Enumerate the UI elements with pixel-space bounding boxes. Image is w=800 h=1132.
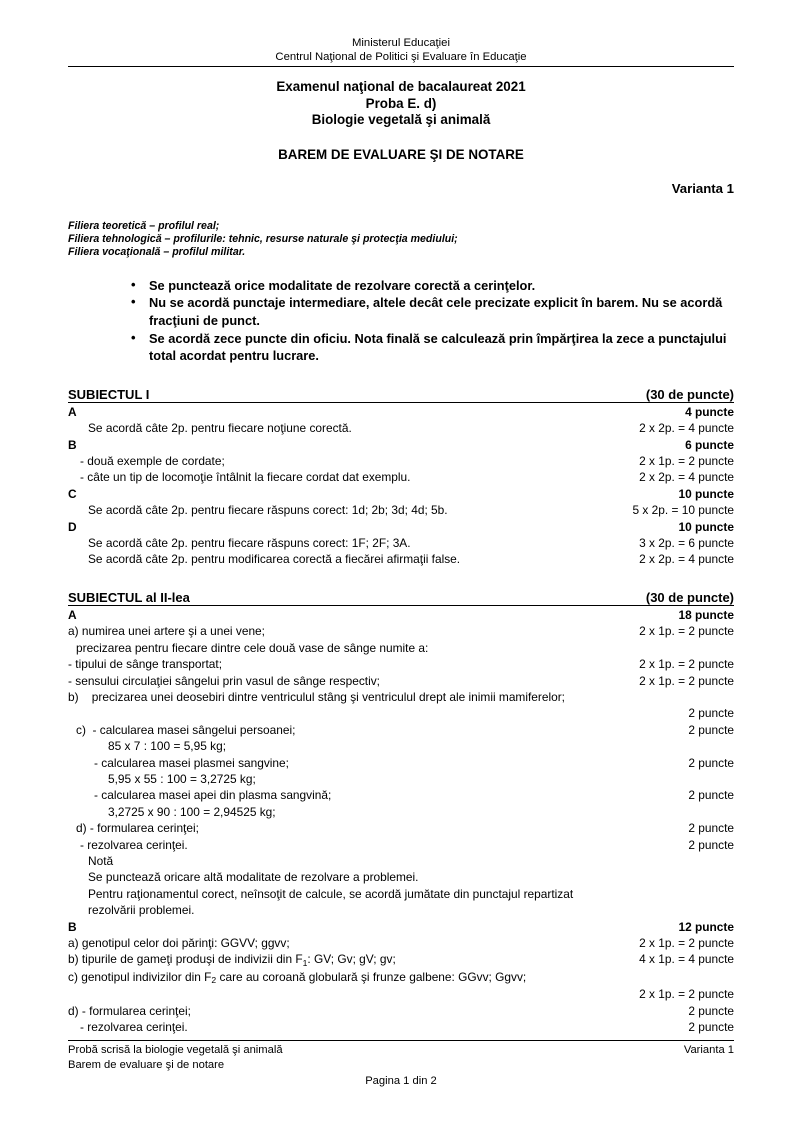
barem-row-text: - câte un tip de locomoţie întâlnit la fiecare cordat dat exemplu. bbox=[80, 470, 411, 485]
subject-points: (30 de puncte) bbox=[645, 386, 734, 402]
barem-row-text: d) - formularea cerinţei; bbox=[76, 821, 199, 836]
barem-row bbox=[68, 705, 734, 721]
filiera-line: Filiera tehnologică – profilurile: tehnic, resurse naturale şi protecţia mediului; bbox=[68, 233, 458, 246]
barem-row-text: Se acordă câte 2p. pentru modificarea corectă a fiecărei afirmaţii false. bbox=[88, 552, 461, 567]
barem-row-text: Pentru raţionamentul corect, neînsoţit de calcule, se acordă jumătate din punctajul repartizat bbox=[88, 886, 574, 901]
footer-second-row bbox=[68, 1058, 734, 1073]
subject-2-rows bbox=[68, 607, 734, 1036]
barem-row-text: B bbox=[68, 437, 77, 452]
footer-varianta: Varianta 1 bbox=[683, 1044, 734, 1056]
barem-row-text: A bbox=[68, 607, 77, 622]
exam-proba: Proba E. d) bbox=[365, 95, 437, 111]
page-footer bbox=[68, 1040, 734, 1089]
barem-row bbox=[68, 869, 734, 885]
barem-row-text: precizarea pentru fiecare dintre cele două vase de sânge numite a: bbox=[76, 640, 429, 655]
barem-row bbox=[68, 738, 734, 754]
barem-row-text: b) tipurile de gameţi produşi de indivizii din $F_1$: GV; Gv; gV; gv; bbox=[68, 952, 396, 968]
barem-row-text: Notă bbox=[88, 853, 114, 868]
barem-row-text: - tipului de sânge transportat; bbox=[68, 657, 223, 672]
center-line: Centrul Naţional de Politici şi Evaluare în Educaţie bbox=[275, 51, 527, 64]
barem-row-text: b) precizarea unei deosebiri dintre ventriculul stâng şi ventriculul drept ale inimii mamiferelor; bbox=[68, 689, 565, 704]
barem-row-points: 4 puncte bbox=[685, 404, 734, 419]
barem-row-text: c) - calcularea masei sângelui persoanei; bbox=[76, 722, 296, 737]
footer-divider bbox=[68, 1040, 734, 1041]
footer-page-number: Pagina 1 din 2 bbox=[365, 1075, 437, 1088]
barem-row bbox=[68, 453, 734, 469]
barem-row-points: 6 puncte bbox=[685, 437, 734, 452]
barem-row-points: 2 puncte bbox=[688, 837, 734, 852]
barem-row-text: B bbox=[68, 919, 77, 934]
barem-row bbox=[68, 787, 734, 803]
subject-points: (30 de puncte) bbox=[645, 589, 734, 605]
barem-row-points: 2 x 2p. = 4 puncte bbox=[639, 470, 734, 485]
barem-row bbox=[68, 420, 734, 436]
barem-row bbox=[68, 722, 734, 738]
barem-row bbox=[68, 437, 734, 453]
barem-row-text: - calcularea masei apei din plasma sangvină; bbox=[94, 788, 332, 803]
barem-row bbox=[68, 820, 734, 836]
barem-row-text: Se acordă câte 2p. pentru fiecare noţiune corectă. bbox=[88, 421, 352, 436]
barem-row-text: - două exemple de cordate; bbox=[80, 454, 225, 469]
barem-row-points: 2 puncte bbox=[688, 1003, 734, 1018]
subject-title: SUBIECTUL al II-lea bbox=[68, 589, 190, 605]
barem-row bbox=[68, 623, 734, 639]
barem-row bbox=[68, 755, 734, 771]
barem-row-points: 2 puncte bbox=[688, 755, 734, 770]
barem-row-text: C bbox=[68, 486, 77, 501]
barem-row-points: 12 puncte bbox=[678, 919, 734, 934]
barem-row-points: 5 x 2p. = 10 puncte bbox=[632, 503, 734, 518]
barem-row-text: D bbox=[68, 519, 77, 534]
barem-row bbox=[68, 469, 734, 485]
list-item: • Nu se acordă punctaje intermediare, altele decât cele precizate explicit în barem. Nu se acordă fracţiuni de punct. bbox=[131, 294, 734, 329]
barem-row bbox=[68, 969, 734, 986]
exam-title: Examenul naţional de bacalaureat 2021 bbox=[276, 79, 526, 95]
barem-row bbox=[68, 935, 734, 951]
barem-row bbox=[68, 1003, 734, 1019]
barem-row-text: 3,2725 x 90 : 100 = 2,94525 kg; bbox=[108, 804, 276, 819]
ministry-line: Ministerul Educaţiei bbox=[352, 37, 450, 49]
barem-row-points: 18 puncte bbox=[678, 607, 734, 622]
barem-row bbox=[68, 853, 734, 869]
barem-row-points: 2 x 1p. = 2 puncte bbox=[639, 987, 734, 1002]
barem-row-points: 2 x 1p. = 2 puncte bbox=[639, 657, 734, 672]
barem-row-points: 10 puncte bbox=[678, 519, 734, 534]
barem-row-points: 2 x 2p. = 4 puncte bbox=[639, 421, 734, 436]
filiera-line: Filiera teoretică – profilul real; bbox=[68, 219, 220, 232]
barem-row-points: 2 puncte bbox=[688, 706, 734, 721]
header-organization bbox=[68, 0, 734, 64]
barem-row-text: - rezolvarea cerinţei. bbox=[80, 837, 188, 852]
varianta-label: Varianta 1 bbox=[671, 180, 734, 196]
barem-row-text: A bbox=[68, 404, 77, 419]
barem-row bbox=[68, 486, 734, 502]
barem-row-points: 2 x 1p. = 2 puncte bbox=[639, 624, 734, 639]
barem-row-text: 5,95 x 55 : 100 = 3,2725 kg; bbox=[108, 771, 256, 786]
barem-row bbox=[68, 551, 734, 567]
barem-row-points: 2 puncte bbox=[688, 788, 734, 803]
barem-row bbox=[68, 673, 734, 689]
barem-row-text: 85 x 7 : 100 = 5,95 kg; bbox=[108, 739, 227, 754]
barem-row bbox=[68, 656, 734, 672]
barem-row bbox=[68, 1019, 734, 1035]
barem-row bbox=[68, 986, 734, 1002]
barem-row bbox=[68, 607, 734, 623]
barem-row bbox=[68, 837, 734, 853]
header-divider bbox=[68, 66, 734, 67]
barem-row-text: - rezolvarea cerinţei. bbox=[80, 1020, 188, 1035]
barem-row bbox=[68, 771, 734, 787]
subject-1-rows bbox=[68, 404, 734, 568]
barem-row bbox=[68, 502, 734, 518]
barem-row-text: a) numirea unei artere şi a unei vene; bbox=[68, 624, 265, 639]
barem-row bbox=[68, 951, 734, 968]
barem-title: BAREM DE EVALUARE ŞI DE NOTARE bbox=[278, 146, 524, 162]
subject-title: SUBIECTUL I bbox=[68, 386, 150, 402]
barem-row bbox=[68, 804, 734, 820]
general-rules-list bbox=[68, 277, 734, 365]
barem-row bbox=[68, 519, 734, 535]
barem-row bbox=[68, 640, 734, 656]
barem-row-points: 2 x 2p. = 4 puncte bbox=[639, 552, 734, 567]
barem-row-points: 3 x 2p. = 6 puncte bbox=[639, 536, 734, 551]
footer-barem-label: Barem de evaluare şi de notare bbox=[68, 1058, 225, 1071]
barem-row-points: 2 puncte bbox=[688, 722, 734, 737]
list-item: • Se acordă zece puncte din oficiu. Nota finală se calculează prin împărţirea la zece a punctajului total acordat pentru lucrare. bbox=[131, 330, 734, 365]
barem-row-text: rezolvării problemei. bbox=[88, 903, 195, 918]
barem-row-points: 2 puncte bbox=[688, 1020, 734, 1035]
barem-row-text: - calcularea masei plasmei sangvine; bbox=[94, 755, 289, 770]
footer-exam-label: Probă scrisă la biologie vegetală şi animală bbox=[68, 1044, 283, 1056]
subject-heading-2 bbox=[68, 590, 734, 606]
barem-row bbox=[68, 902, 734, 918]
barem-row-points: 2 x 1p. = 2 puncte bbox=[639, 936, 734, 950]
barem-row-points: 2 x 1p. = 2 puncte bbox=[639, 673, 734, 688]
barem-row-points: 10 puncte bbox=[678, 486, 734, 501]
barem-row bbox=[68, 919, 734, 935]
barem-row-text: d) - formularea cerinţei; bbox=[68, 1003, 191, 1018]
barem-row-text: Se punctează oricare altă modalitate de rezolvare a problemei. bbox=[88, 870, 419, 885]
barem-row-text: c) genotipul indivizilor din $F_2$ care au coroană globulară şi frunze galbene: GGvv; Ggvv; bbox=[68, 969, 527, 986]
barem-row bbox=[68, 535, 734, 551]
subject-heading-1 bbox=[68, 387, 734, 403]
barem-row-text: a) genotipul celor doi părinţi: GGVV; ggvv; bbox=[68, 936, 290, 950]
barem-row bbox=[68, 404, 734, 420]
barem-row bbox=[68, 689, 734, 705]
barem-row bbox=[68, 886, 734, 902]
exam-subject: Biologie vegetală şi animală bbox=[311, 112, 491, 128]
exam-title-block bbox=[68, 79, 734, 128]
barem-row-text: Se acordă câte 2p. pentru fiecare răspuns corect: 1d; 2b; 3d; 4d; 5b. bbox=[88, 503, 448, 518]
filiera-line: Filiera vocaţională – profilul militar. bbox=[68, 246, 246, 259]
footer-top-row bbox=[68, 1043, 734, 1058]
list-item: • Se punctează orice modalitate de rezolvare corectă a cerinţelor. bbox=[131, 277, 734, 295]
filiera-block bbox=[68, 220, 734, 260]
barem-row-points: 2 x 1p. = 2 puncte bbox=[639, 454, 734, 469]
barem-row-text: - sensului circulaţiei sângelui prin vasul de sânge respectiv; bbox=[68, 673, 380, 688]
barem-row-points: 4 x 1p. = 4 puncte bbox=[639, 952, 734, 967]
document-content bbox=[68, 0, 734, 1035]
general-rules bbox=[68, 277, 734, 365]
barem-row-text: Se acordă câte 2p. pentru fiecare răspuns corect: 1F; 2F; 3A. bbox=[88, 536, 411, 551]
barem-row-points: 2 puncte bbox=[688, 821, 734, 836]
